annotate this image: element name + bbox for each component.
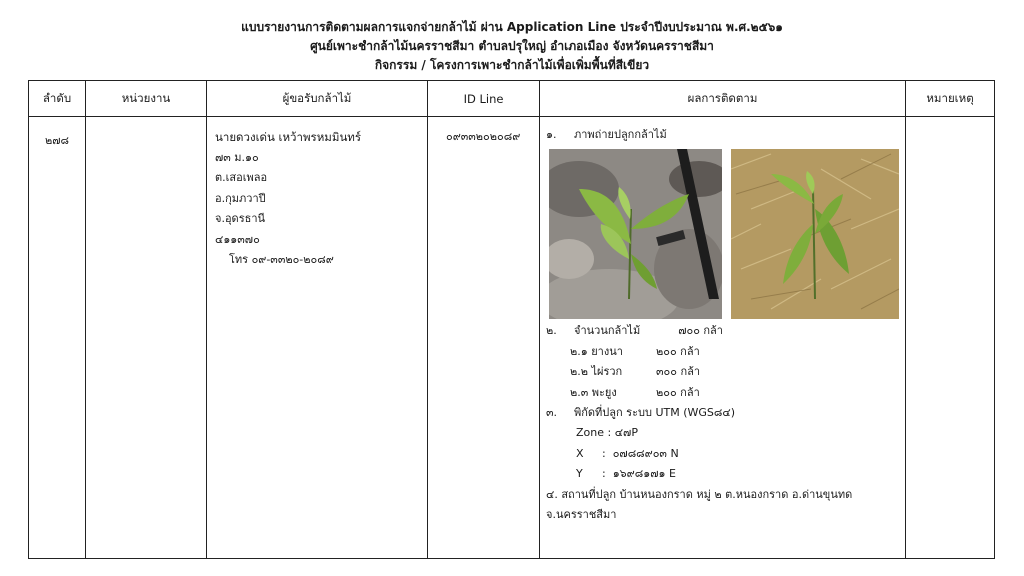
seq-number: ๒๗๘ — [45, 134, 70, 147]
col-header-recipient: ผู้ขอรับกล้าไม้ — [207, 81, 428, 117]
planting-photos — [546, 149, 905, 321]
cell-recipient — [207, 117, 428, 559]
recipient-name: นายดวงเด่น เหว้าพรหมมินทร์ — [215, 130, 362, 144]
utm-y: Y : ๑๖๙๘๑๗๑ E — [576, 467, 676, 481]
cell-seq — [29, 117, 86, 559]
recipient-phone: โทร ๐๙-๓๓๒๐-๒๐๘๙ — [229, 253, 334, 266]
utm-x: X : ๐๗๘๘๙๐๓ N — [576, 446, 679, 460]
result-item-3: ๓. พิกัดที่ปลูก ระบบ UTM (WGS๘๔) — [546, 406, 735, 420]
species-row: ๒.๓ พะยูง ๒๐๐ กล้า — [570, 385, 700, 399]
report-center: ศูนย์เพาะชำกล้าไม้นครราชสีมา ตำบลปรุใหญ่ อำเภอเมือง จังหวัดนครราชสีมา — [310, 39, 714, 53]
id-line-value: ๐๙๓๓๒๐๒๐๘๙ — [446, 130, 521, 143]
report-header — [0, 18, 1024, 75]
recipient-subdistrict: ต.เสอเพลอ — [215, 171, 268, 184]
cell-agency — [86, 117, 207, 559]
result-item-2: ๒. จำนวนกล้าไม้ ๗๐๐ กล้า — [546, 324, 723, 338]
report-project: กิจกรรม / โครงการเพาะชำกล้าไม้เพื่อเพิ่มพื้นที่สีเขียว — [374, 58, 650, 72]
table-row — [29, 117, 995, 559]
recipient-district: อ.กุมภวาปี — [215, 191, 266, 205]
cell-id-line — [428, 117, 540, 559]
result-item-4: ๔. สถานที่ปลูก บ้านหนองกราด หมู่ ๒ ต.หนองกราด อ.ด่านขุนทด — [546, 487, 853, 501]
species-row: ๒.๒ ไผ่รวก ๓๐๐ กล้า — [570, 365, 701, 379]
cell-result — [540, 117, 906, 559]
col-header-note: หมายเหตุ — [906, 81, 995, 117]
result-item-4-cont: จ.นครราชสีมา — [546, 508, 617, 522]
recipient-postcode: ๔๑๑๓๗๐ — [215, 232, 260, 246]
col-header-result: ผลการติดตาม — [540, 81, 906, 117]
recipient-address: ๗๓ ม.๑๐ — [215, 150, 259, 164]
report-table — [28, 80, 995, 559]
photo-seedling-soil — [549, 149, 722, 319]
cell-note — [906, 117, 995, 559]
report-title: แบบรายงานการติดตามผลการแจกจ่ายกล้าไม้ ผ่าน Application Line ประจำปีงบประมาณ พ.ศ.๒๕๖๑ — [241, 20, 783, 34]
col-header-agency: หน่วยงาน — [86, 81, 207, 117]
utm-zone: Zone : ๔๗P — [576, 426, 638, 440]
photo-seedling-grass — [731, 149, 899, 319]
col-header-seq: ลำดับ — [29, 81, 86, 117]
species-row: ๒.๑ ยางนา ๒๐๐ กล้า — [570, 344, 700, 358]
table-header-row — [29, 81, 995, 117]
recipient-province: จ.อุดรธานี — [215, 212, 266, 225]
result-item-1: ๑. ภาพถ่ายปลูกกล้าไม้ — [546, 128, 667, 141]
col-header-id-line: ID Line — [428, 81, 540, 117]
